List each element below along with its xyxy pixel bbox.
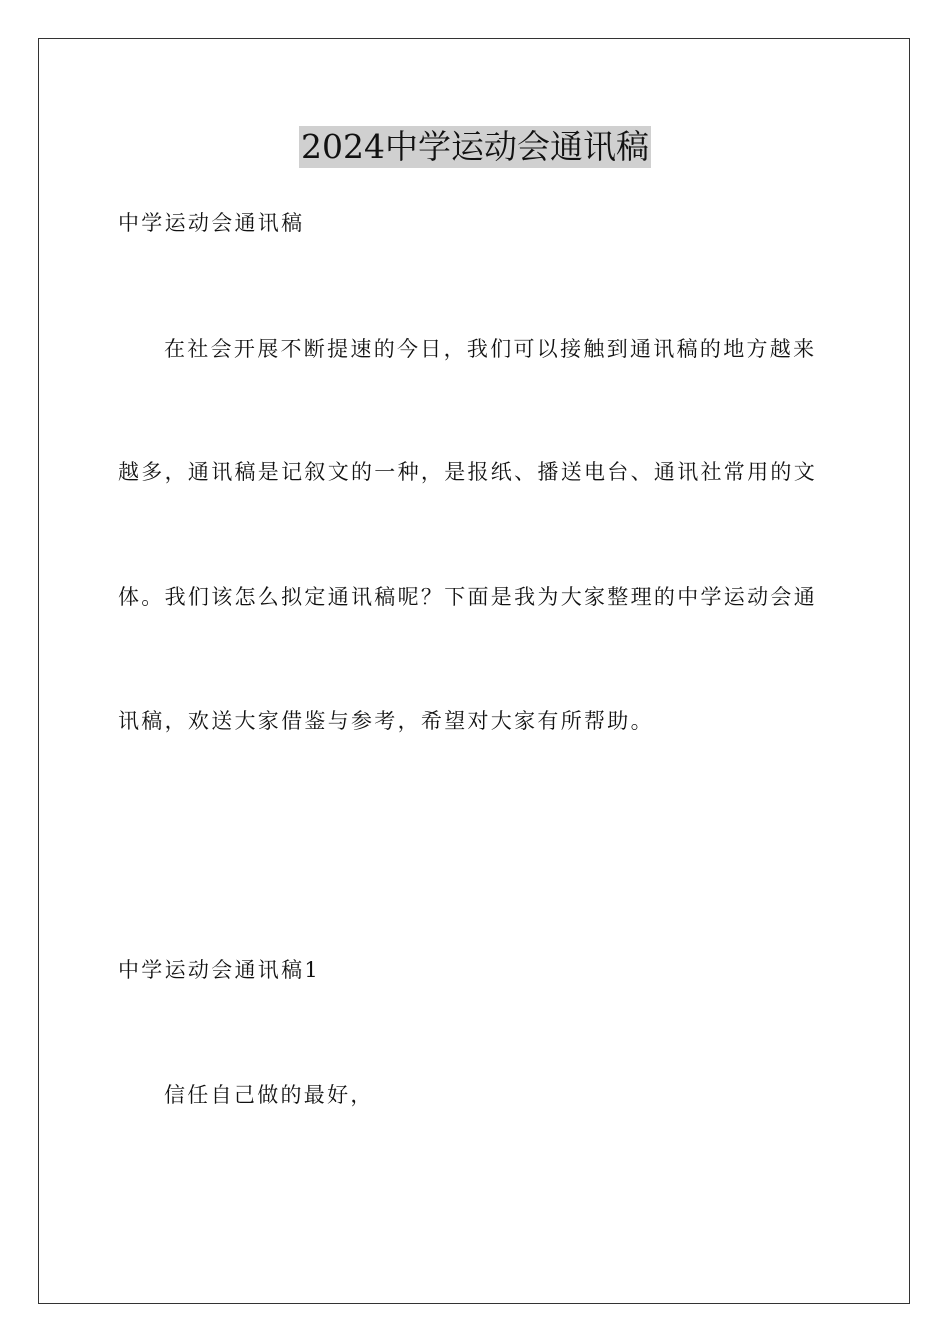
intro-line-3: 体。我们该怎么拟定通讯稿呢？下面是我为大家整理的中学运动会通 — [118, 585, 817, 609]
section-first-line: 信任自己做的最好， — [164, 1083, 374, 1107]
intro-line-1: 在社会开展不断提速的今日，我们可以接触到通讯稿的地方越来 — [164, 337, 817, 361]
title-container — [0, 126, 950, 168]
intro-line-4: 讯稿，欢送大家借鉴与参考，希望对大家有所帮助。 — [118, 709, 654, 733]
document-title: 2024中学运动会通讯稿 — [301, 127, 649, 166]
intro-line-2: 越多，通讯稿是记叙文的一种，是报纸、播送电台、通讯社常用的文 — [118, 460, 817, 484]
document-subtitle: 中学运动会通讯稿 — [118, 211, 305, 235]
section-heading: 中学运动会通讯稿1 — [118, 958, 321, 982]
